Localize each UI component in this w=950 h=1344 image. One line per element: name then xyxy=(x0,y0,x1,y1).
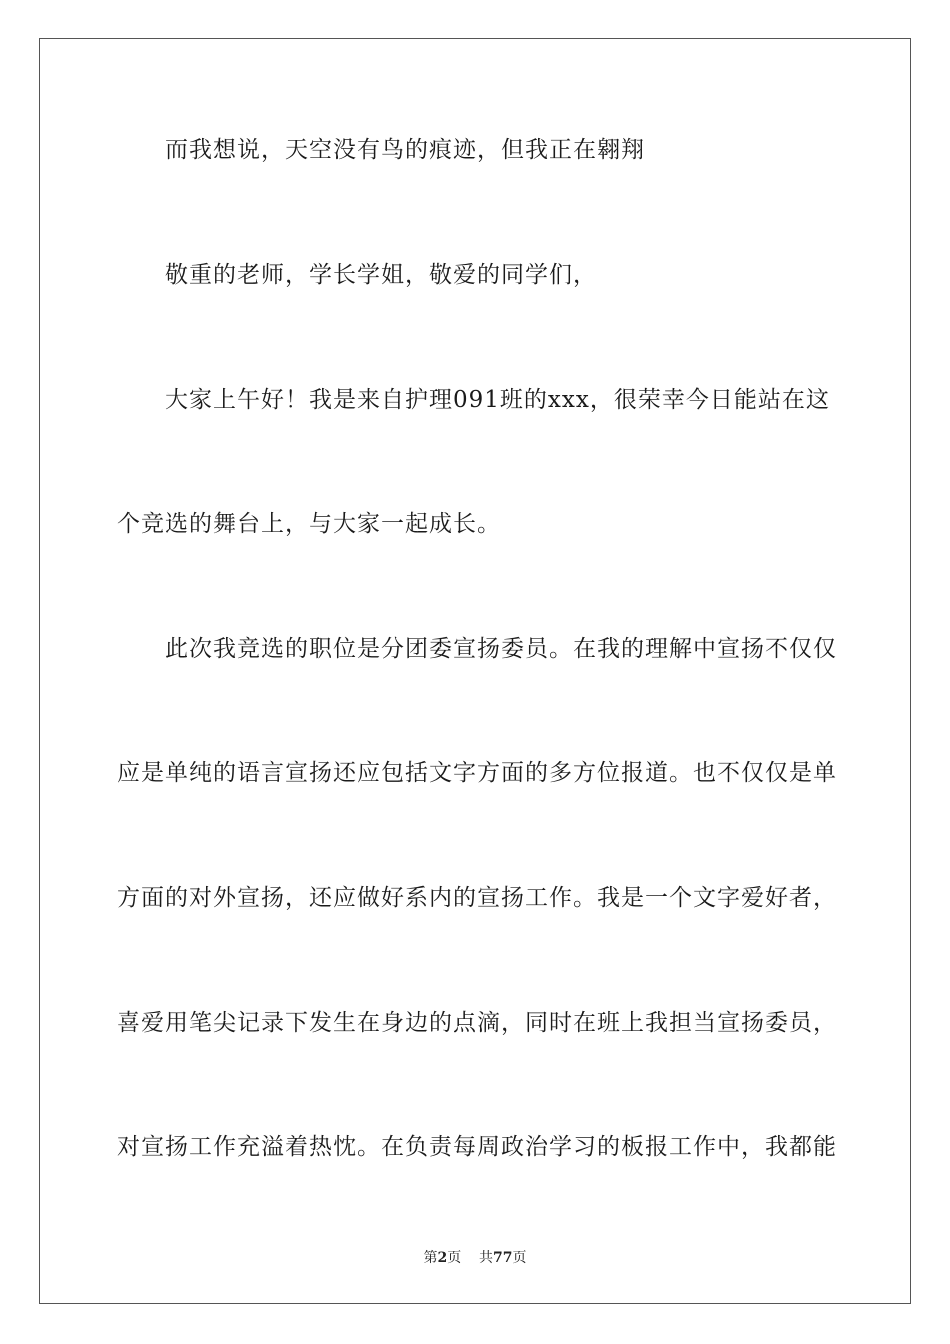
paragraph-line: 此次我竞选的职位是分团委宣扬委员。在我的理解中宣扬不仅仅 xyxy=(165,636,837,662)
page-border xyxy=(39,38,911,1304)
paragraph-line: 应是单纯的语言宣扬还应包括文字方面的多方位报道。也不仅仅是单 xyxy=(117,760,837,786)
paragraph-line: 喜爱用笔尖记录下发生在身边的点滴，同时在班上我担当宣扬委员， xyxy=(117,1010,837,1036)
total-label-suffix: 页 xyxy=(512,1250,527,1266)
paragraph-line: 对宣扬工作充溢着热忱。在负责每周政治学习的板报工作中，我都能 xyxy=(117,1134,837,1160)
paragraph-line: 敬重的老师，学长学姐，敬爱的同学们， xyxy=(165,262,597,288)
page-label-prefix: 第 xyxy=(423,1250,438,1266)
paragraph-line: 个竞选的舞台上，与大家一起成长。 xyxy=(117,511,501,537)
page-footer xyxy=(0,1247,950,1267)
paragraph-line: 方面的对外宣扬，还应做好系内的宣扬工作。我是一个文字爱好者， xyxy=(117,885,837,911)
paragraph-line: 大家上午好！我是来自护理091班的xxx，很荣幸今日能站在这 xyxy=(165,387,830,413)
page-label-suffix: 页 xyxy=(447,1250,462,1266)
total-label-prefix: 共 xyxy=(479,1250,494,1266)
total-pages: 77 xyxy=(493,1250,513,1266)
page-number: 2 xyxy=(437,1250,448,1266)
paragraph-line: 而我想说，天空没有鸟的痕迹，但我正在翱翔 xyxy=(165,137,645,163)
